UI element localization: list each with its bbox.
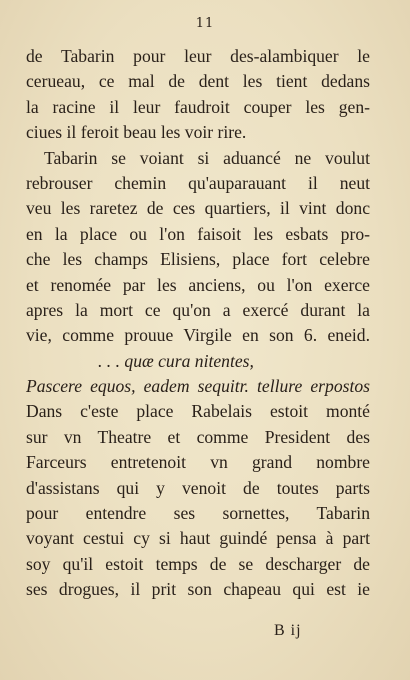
text-line: cerueau, ce mal de dent les tient dedans [26, 71, 370, 92]
signature-mark: B ij [274, 622, 302, 639]
text-line: Farceurs entretenoit vn grand nombre [26, 452, 370, 473]
text-line: che les champs Elisiens, place fort celebre [26, 249, 370, 270]
text-line: soy qu'il estoit temps de se descharger de [26, 553, 370, 574]
paragraph-start-line: Tabarin se voiant si aduancé ne voulut [44, 147, 370, 168]
text-line: veu les raretez de ces quartiers, il vint donc [26, 198, 370, 219]
text-line: ciues il feroit beau les voir rire. [26, 122, 247, 143]
latin-quote-line: Pascere equos, eadem sequitr. tellure erpostos [26, 376, 370, 397]
text-line: apres la mort ce qu'on a exercé durant la [26, 299, 370, 320]
latin-quote-line: . . . quæ cura nitentes, [98, 350, 254, 371]
text-line: et renomée par les anciens, ou l'on exerce [26, 274, 370, 295]
text-line: de Tabarin pour leur des-alambiquer le [26, 46, 370, 66]
text-line: rebrouser chemin qu'auparauant il neut [26, 172, 370, 193]
text-line: pour entendre ses sornettes, Tabarin [26, 503, 370, 524]
text-line: sur vn Theatre et comme President des [26, 426, 370, 447]
text-line: la racine il leur faudroit couper les gen- [26, 96, 370, 117]
text-line: Dans c'este place Rabelais estoit monté [26, 401, 370, 422]
body-text [26, 44, 370, 603]
page-number: 11 [195, 16, 215, 31]
text-line: vie, comme prouue Virgile en son 6. eneid. [26, 325, 370, 346]
text-line: en la place ou l'on faisoit les esbats pro- [26, 223, 370, 244]
text-line: d'assistans qui y venoit de toutes parts [26, 477, 370, 498]
text-line: voyant cestui cy si haut guindé pensa à part [26, 528, 370, 549]
text-line: ses drogues, il prit son chapeau qui est ie [26, 579, 370, 600]
